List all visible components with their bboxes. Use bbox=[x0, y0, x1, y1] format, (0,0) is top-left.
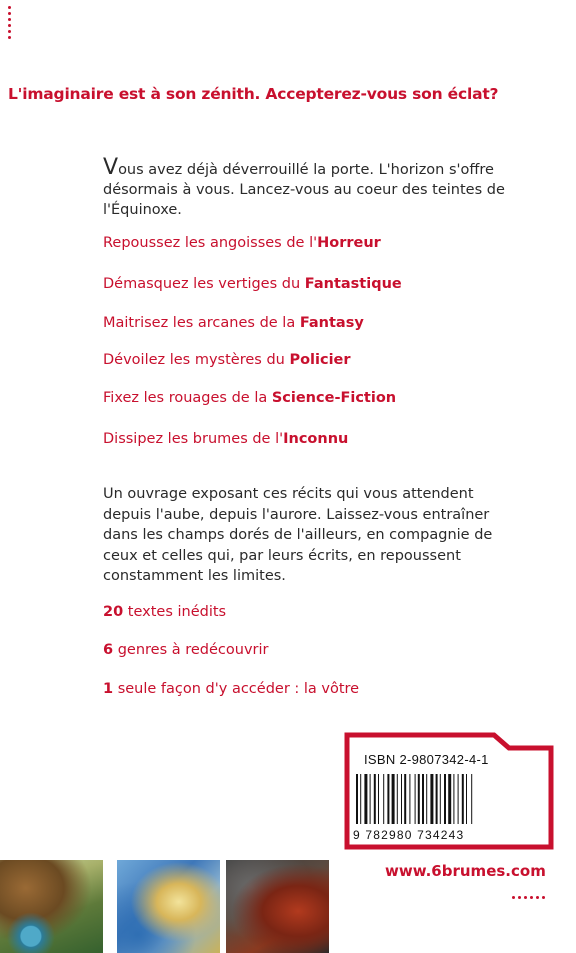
website-link[interactable]: www.6brumes.com bbox=[385, 862, 546, 880]
barcode-digits: 9 782980 734243 bbox=[353, 828, 465, 842]
genre-name: Horreur bbox=[317, 235, 381, 251]
genre-prefix: Fixez les rouages de la bbox=[103, 390, 272, 406]
genre-line-horreur bbox=[103, 235, 381, 251]
cover-art-thumbnail-2 bbox=[117, 860, 220, 953]
genre-line-science-fiction bbox=[103, 390, 396, 406]
stat-line-genres bbox=[103, 642, 269, 658]
tagline: L'imaginaire est à son zénith. Accepterez-vous son éclat? bbox=[8, 85, 499, 103]
genre-line-fantastique bbox=[103, 276, 402, 292]
genre-line-fantasy bbox=[103, 315, 364, 331]
stat-line-access bbox=[103, 681, 359, 697]
stat-text: genres à redécouvrir bbox=[113, 642, 269, 658]
genre-name: Fantasy bbox=[299, 315, 364, 331]
genre-line-policier bbox=[103, 352, 351, 368]
genre-name: Science-Fiction bbox=[271, 390, 397, 406]
description-paragraph: Un ouvrage exposant ces récits qui vous attendent depuis l'aube, depuis l'aurore. Laissez-vous entraîner dans les champs dorés de l'ailleurs, en compagnie de ceux et celles qui, par leurs écrits, en repoussent constamment les limites. bbox=[103, 486, 493, 584]
cover-art-thumbnail-1 bbox=[0, 860, 103, 953]
intro-text: ous avez déjà déverrouillé la porte. L'horizon s'offre désormais à vous. Lancez-vous au coeur des teintes de l'Équinoxe. bbox=[103, 162, 505, 218]
stat-text: seule façon d'y accéder : la vôtre bbox=[113, 681, 360, 697]
stat-line-texts bbox=[103, 604, 226, 620]
horizontal-dot-ornament bbox=[512, 884, 548, 903]
genre-line-inconnu bbox=[103, 431, 348, 447]
drop-letter: V bbox=[103, 155, 119, 180]
cover-art-thumbnail-3 bbox=[226, 860, 329, 953]
vertical-dot-ornament bbox=[8, 6, 12, 42]
genre-name: Policier bbox=[289, 352, 351, 368]
genre-prefix: Démasquez les vertiges du bbox=[103, 276, 305, 292]
genre-name: Fantastique bbox=[304, 276, 402, 292]
stat-number: 1 bbox=[103, 681, 114, 697]
genre-prefix: Maitrisez les arcanes de la bbox=[103, 315, 300, 331]
genre-prefix: Repoussez les angoisses de l' bbox=[103, 235, 318, 251]
genre-name: Inconnu bbox=[283, 431, 349, 447]
stat-text: textes inédits bbox=[123, 604, 227, 620]
isbn-label: ISBN 2-9807342-4-1 bbox=[364, 752, 489, 767]
stat-number: 20 bbox=[103, 604, 124, 620]
genre-prefix: Dissipez les brumes de l' bbox=[103, 431, 284, 447]
intro-paragraph bbox=[103, 155, 513, 220]
genre-prefix: Dévoilez les mystères du bbox=[103, 352, 290, 368]
stat-number: 6 bbox=[103, 642, 114, 658]
